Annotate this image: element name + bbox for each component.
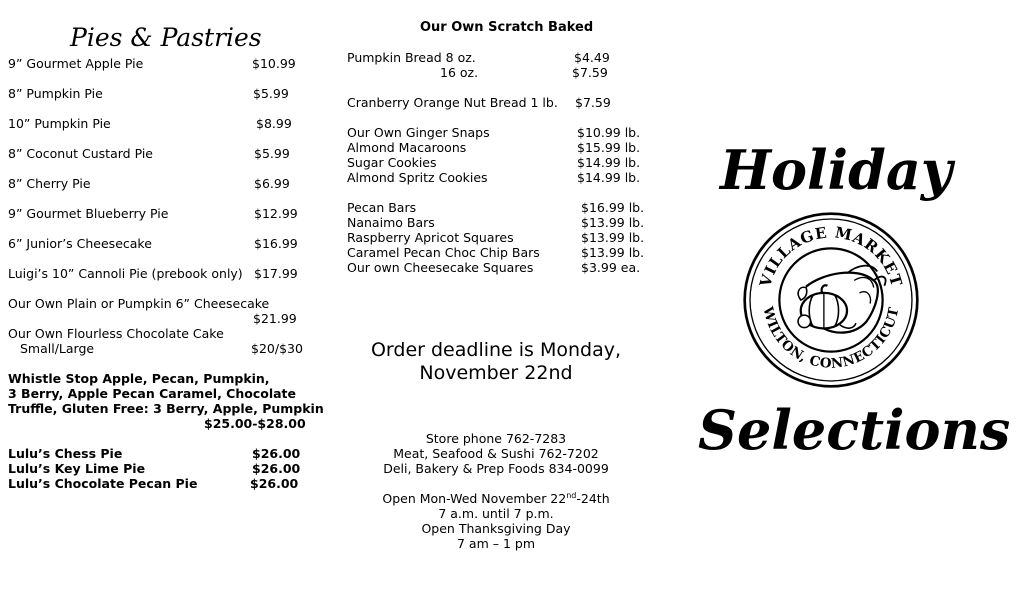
- menu-item-name: 6” Junior’s Cheesecake: [8, 236, 152, 251]
- pies-heading: Pies & Pastries: [70, 23, 262, 52]
- logo-top-text: VILLAGE MARKET: [756, 223, 906, 290]
- logo-bottom-text: WILTON, CONNECTICUT: [759, 305, 903, 372]
- menu-item-name: Lulu’s Key Lime Pie: [8, 461, 146, 476]
- menu-item-price: $5.99: [253, 86, 289, 101]
- menu-item-price: $26.00: [252, 446, 301, 461]
- menu-item-name: Luigi’s 10” Cannoli Pie (prebook only): [8, 266, 243, 281]
- menu-item-name: 9” Gourmet Apple Pie: [8, 56, 144, 71]
- menu-item-name: Caramel Pecan Choc Chip Bars: [347, 245, 540, 260]
- meat-phone: Meat, Seafood & Sushi 762-7202: [393, 446, 599, 461]
- village-market-logo: [742, 211, 920, 389]
- deli-phone: Deli, Bakery & Prep Foods 834-0099: [383, 461, 609, 476]
- menu-item-price: $14.99 lb.: [577, 170, 641, 185]
- open-dates-suffix: nd: [566, 490, 577, 500]
- menu-item-price: $12.99: [254, 206, 298, 221]
- menu-item-price: $5.99: [254, 146, 290, 161]
- menu-item-price: $26.00: [250, 476, 299, 491]
- menu-item-price: $3.99 ea.: [581, 260, 641, 275]
- open-dates-end: -24th: [576, 491, 610, 506]
- open-dates: [340, 491, 652, 506]
- menu-item-price: $20/$30: [251, 341, 303, 356]
- menu-item-price: $16.99: [254, 236, 298, 251]
- whistle-stop-line: Whistle Stop Apple, Pecan, Pumpkin,: [8, 371, 270, 386]
- menu-item-name: Nanaimo Bars: [347, 215, 435, 230]
- menu-item-name: Our Own Flourless Chocolate Cake: [8, 326, 224, 341]
- menu-item-price: $7.59: [572, 65, 608, 80]
- menu-item-name: 9” Gourmet Blueberry Pie: [8, 206, 169, 221]
- menu-item-name: Our own Cheesecake Squares: [347, 260, 534, 275]
- menu-item-name: Sugar Cookies: [347, 155, 437, 170]
- menu-item-name: 8” Pumpkin Pie: [8, 86, 103, 101]
- whistle-stop-line: Truffle, Gluten Free: 3 Berry, Apple, Pumpkin: [8, 401, 324, 416]
- menu-item-price: $4.49: [574, 50, 610, 65]
- whistle-stop-price: $25.00-$28.00: [204, 416, 306, 431]
- menu-item-price: $21.99: [253, 311, 297, 326]
- menu-item-size: 16 oz.: [440, 65, 479, 80]
- menu-item-price: $15.99 lb.: [577, 140, 641, 155]
- menu-item-price: $13.99 lb.: [581, 245, 645, 260]
- menu-item-price: $10.99: [252, 56, 296, 71]
- order-deadline-line: November 22nd: [419, 362, 573, 384]
- open-hours: 7 a.m. until 7 p.m.: [438, 506, 554, 521]
- menu-item-price: $8.99: [256, 116, 292, 131]
- menu-item-name: Almond Macaroons: [347, 140, 467, 155]
- menu-item-price: $14.99 lb.: [577, 155, 641, 170]
- menu-item-name: Pumpkin Bread 8 oz.: [347, 50, 476, 65]
- store-phone: Store phone 762-7283: [425, 431, 567, 446]
- menu-item-name: 10” Pumpkin Pie: [8, 116, 111, 131]
- open-dates-text: Open Mon-Wed November 22: [382, 491, 567, 506]
- menu-item-price: $7.59: [575, 95, 611, 110]
- menu-item-price: $26.00: [252, 461, 301, 476]
- title-holiday: Holiday: [720, 138, 953, 202]
- scratch-heading: Our Own Scratch Baked: [420, 20, 594, 35]
- order-deadline: [340, 339, 652, 385]
- whistle-stop-line: 3 Berry, Apple Pecan Caramel, Chocolate: [8, 386, 297, 401]
- menu-item-price: $13.99 lb.: [581, 230, 645, 245]
- thanksgiving-hours: 7 am – 1 pm: [457, 536, 535, 551]
- menu-item-name: Lulu’s Chocolate Pecan Pie: [8, 476, 198, 491]
- menu-item-name: Cranberry Orange Nut Bread 1 lb.: [347, 95, 558, 110]
- title-selections: Selections: [698, 398, 1011, 462]
- menu-item-price: $6.99: [254, 176, 290, 191]
- menu-item-price: $16.99 lb.: [581, 200, 645, 215]
- menu-item-name: 8” Cherry Pie: [8, 176, 91, 191]
- menu-item-name: Our Own Plain or Pumpkin 6” Cheesecake: [8, 296, 270, 311]
- menu-item-name: Pecan Bars: [347, 200, 417, 215]
- menu-item-name: Lulu’s Chess Pie: [8, 446, 123, 461]
- menu-item-name: Almond Spritz Cookies: [347, 170, 488, 185]
- menu-item-price: $17.99: [254, 266, 298, 281]
- menu-item-name: Our Own Ginger Snaps: [347, 125, 490, 140]
- thanksgiving-label: Open Thanksgiving Day: [421, 521, 571, 536]
- menu-item-price: $13.99 lb.: [581, 215, 645, 230]
- menu-item-price: $10.99 lb.: [577, 125, 641, 140]
- menu-item-name: Raspberry Apricot Squares: [347, 230, 514, 245]
- order-deadline-line: Order deadline is Monday,: [370, 339, 622, 361]
- menu-item-name: 8” Coconut Custard Pie: [8, 146, 153, 161]
- cornucopia-icon: [742, 211, 920, 389]
- menu-item-sub: Small/Large: [20, 341, 95, 356]
